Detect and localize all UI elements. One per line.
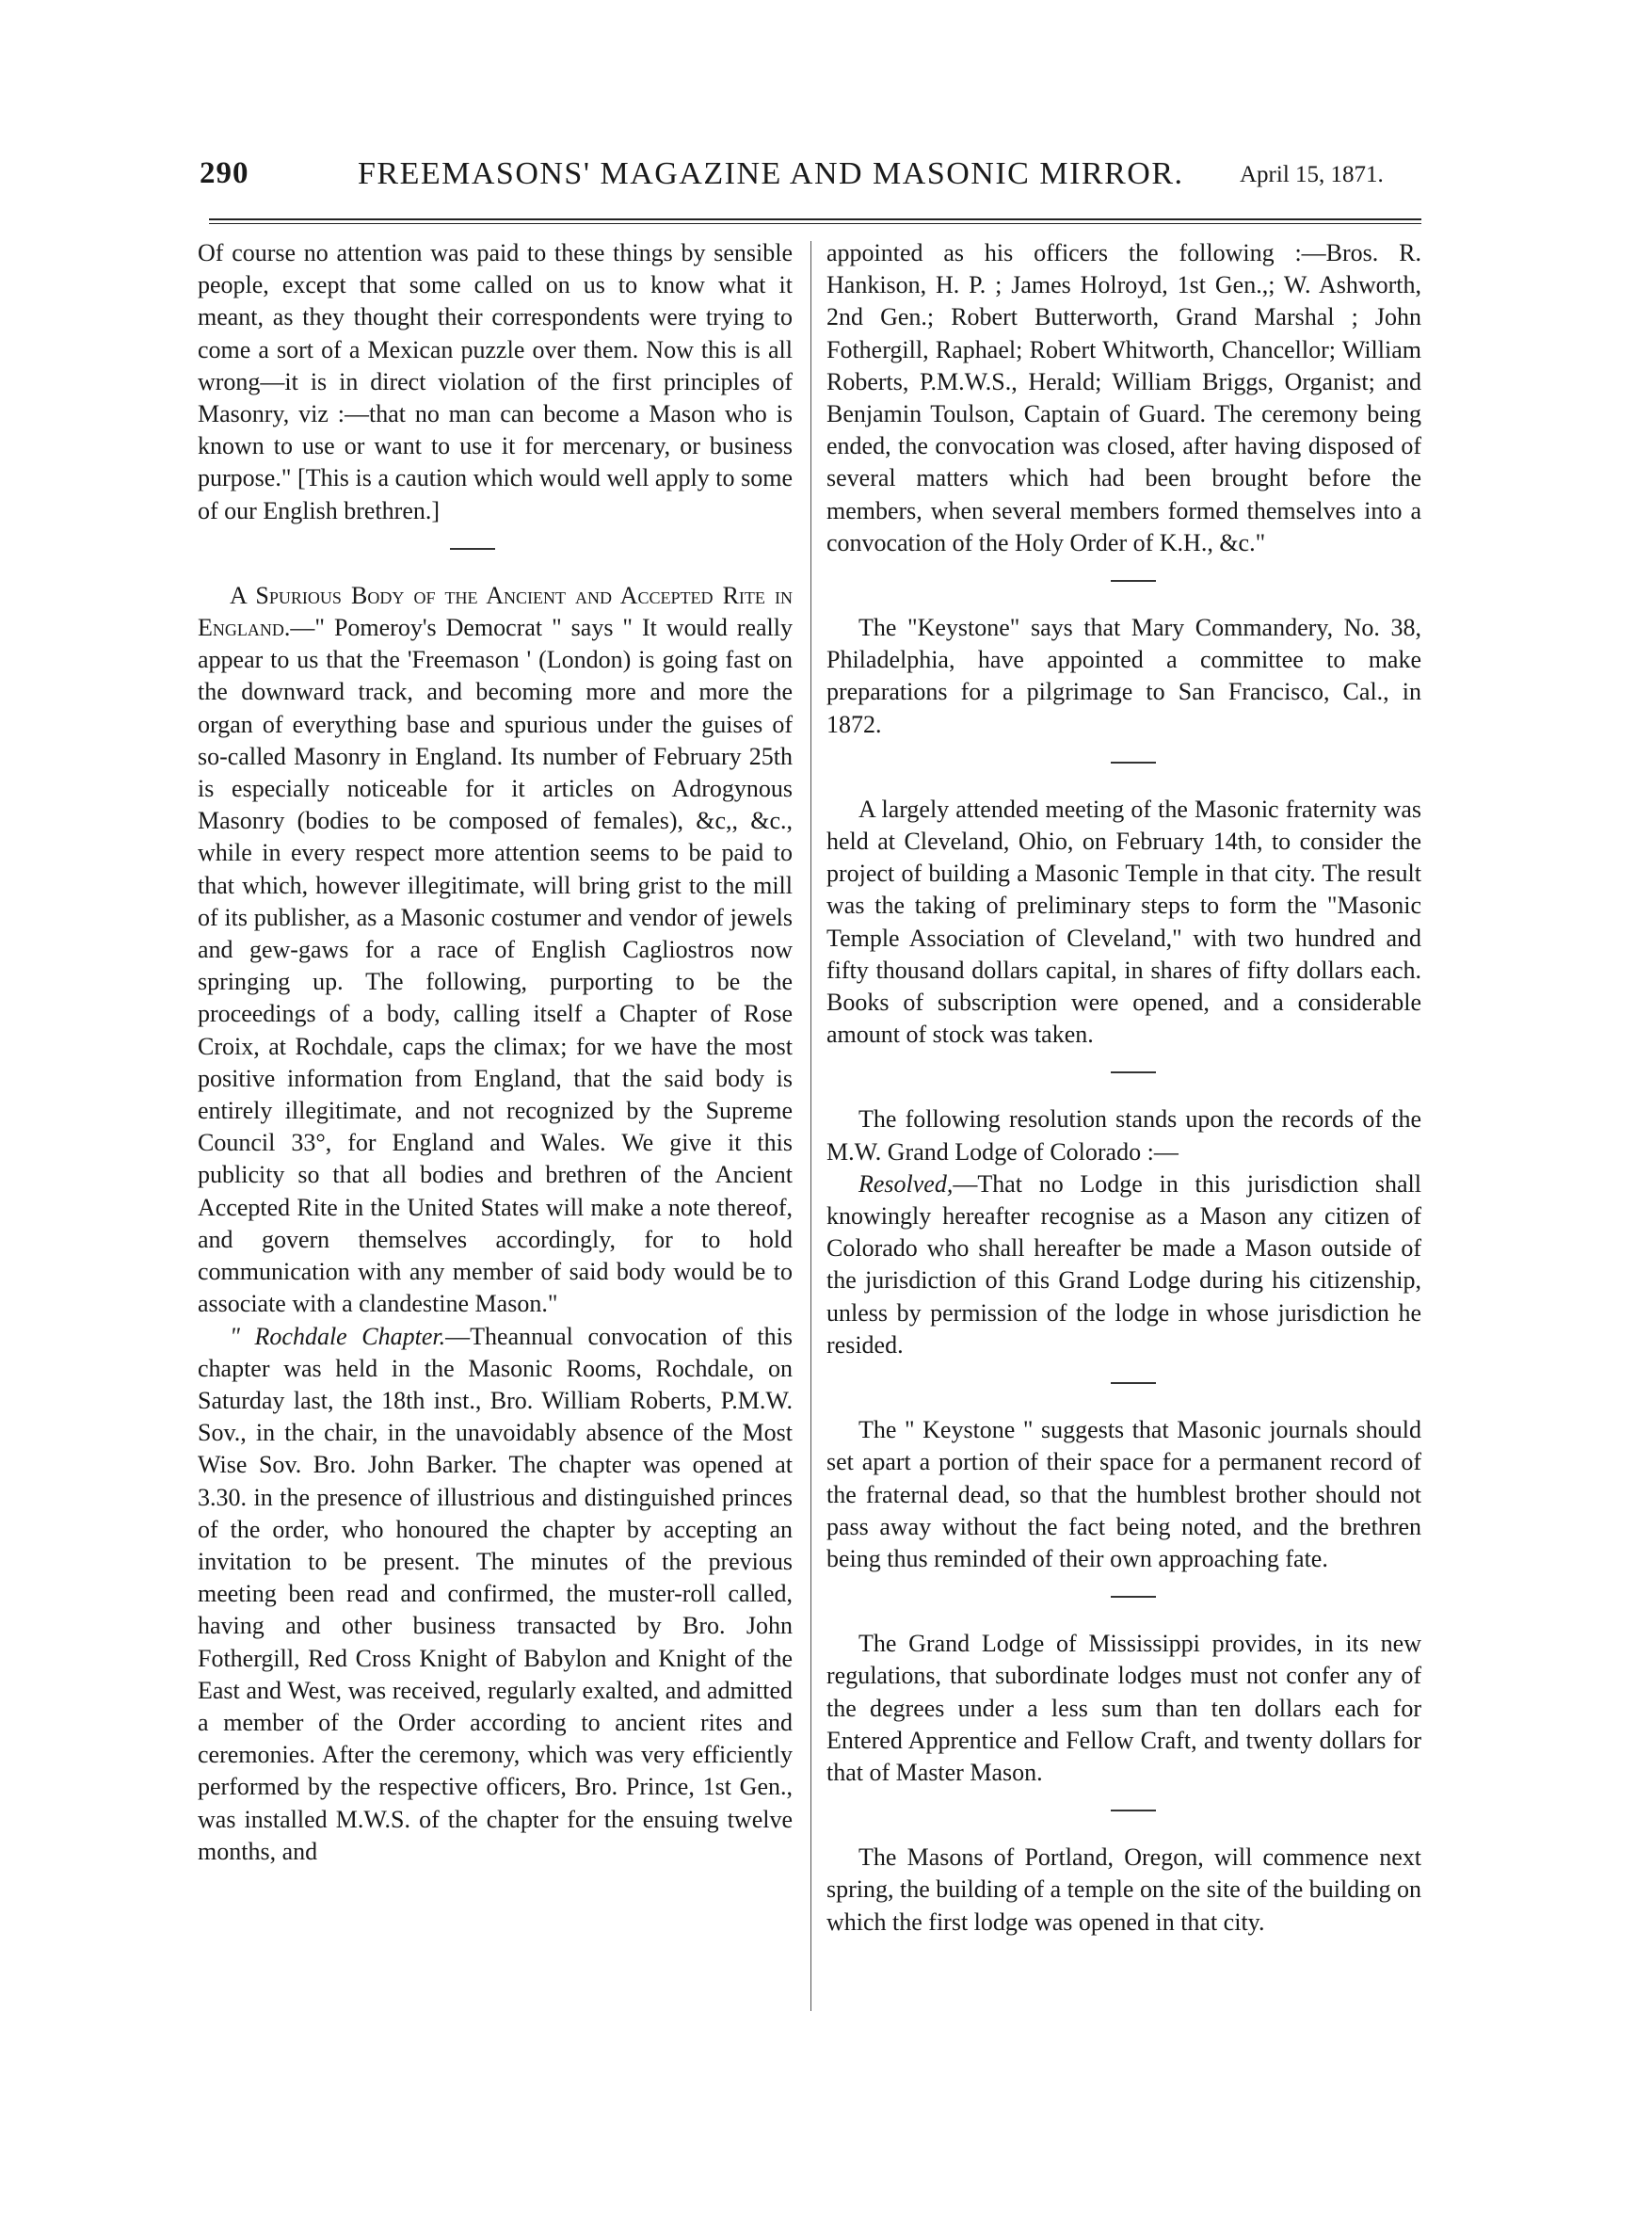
resolved-heading: Resolved, (858, 1169, 954, 1198)
left-column (198, 237, 793, 1868)
header-rule (209, 218, 1421, 224)
paragraph-spurious-body (198, 580, 793, 1321)
paragraph-rochdale-chapter-text: —Theannual convocation of this chapter was held in the Masonic Rooms, Rochdale, on Saturday last, the 18th inst., Bro. William Roberts, P.M.W. Sov., in the chair, in the unavoidably absence of the Most Wise Sov. Bro. John Barker. The chapter was opened at 3.30. in the presence of illustrious and distinguished princes of the order, who honoured the chapter by accepting an invitation to be present. The minutes of the previous meeting been read and confirmed, the muster-roll called, having and other business transacted by Bro. John Fothergill, Red Cross Knight of Babylon and Knight of the East and West, was received, regularly exalted, and admitted a member of the Order according to ancient rites and ceremonies. After the ceremony, which was very efficiently performed by the respective officers, Bro. Prince, 1st Gen., was installed M.W.S. of the chapter for the ensuing twelve months, and (198, 1322, 793, 1865)
paragraph-mexican-puzzle: Of course no attention was paid to these things by sensible people, except that some called on us to know what it meant, as they thought their correspondents were trying to come a sort of a Mexican puzzle over them. Now this is all wrong—it is in direct violation of the first principles of Masonry, viz :—that no man can become a Mason who is known to use or want to use it for mercenary, or business purpose." [This is a caution which would well apply to some of our English brethren.] (198, 239, 793, 524)
section-separator (1111, 580, 1156, 582)
section-separator (1111, 1596, 1156, 1598)
right-column (826, 237, 1421, 1939)
paragraph-resolved (826, 1168, 1421, 1361)
section-separator (450, 548, 495, 550)
paragraph-officers: appointed as his officers the following :—Bros. R. Hankison, H. P. ; James Holroyd, 1st Gen.,; W. Ashworth, 2nd Gen.; Robert Butterworth, Grand Marshal ; John Fothergill, Raphael; Robert Whitworth, Chancellor; William Roberts, P.M.W.S., Herald; William Briggs, Organist; and Benjamin Toulson, Captain of Guard. The ceremony being ended, the convocation was closed, after having disposed of several matters which had been brought before the members, when several members formed themselves into a convocation of the Holy Order of K.H., &c." (826, 239, 1421, 556)
paragraph-mississippi: The Grand Lodge of Mississippi provides, in its new regulations, that subordinate lodges must not confer any of the degrees under a less sum than ten dollars each for Entered Apprentice and Fellow Craft, and twenty dollars for that of Master Mason. (826, 1630, 1421, 1786)
paragraph-portland: The Masons of Portland, Oregon, will commence next spring, the building of a temple on the site of the building on which the first lodge was opened in that city. (826, 1843, 1421, 1936)
paragraph-keystone-pilgrimage: The "Keystone" says that Mary Commandery, No. 38, Philadelphia, have appointed a committee to make preparations for a pilgrimage to San Francisco, Cal., in 1872. (826, 614, 1421, 738)
column-divider (810, 241, 811, 2011)
section-separator (1111, 1071, 1156, 1073)
paragraph-rochdale-chapter (198, 1321, 793, 1868)
section-heading-spurious-body: A Spurious Body of the Ancient and Accepted Rite in England. (198, 581, 793, 642)
section-separator (1111, 1810, 1156, 1811)
page-number: 290 (200, 156, 249, 190)
paragraph-fraternal-dead: The " Keystone " suggests that Masonic journals should set apart a portion of their space for a permanent record of the fraternal dead, so that the humblest brother should not pass away without the fact being noted, and the brethren being thus reminded of their own approaching fate. (826, 1416, 1421, 1572)
page-header (0, 0, 1652, 226)
paragraph-spurious-body-text: —" Pomeroy's Democrat " says " It would really appear to us that the 'Freemason ' (London) is going fast on the downward track, and becoming more and more the organ of everything base and spurious under the guises of so-called Masonry in England. Its number of February 25th is especially noticeable for it articles on Adrogynous Masonry (bodies to be composed of females), &c,, &c., while in every respect more attention seems to be paid to that which, however illegitimate, will bring grist to the mill of its publisher, as a Masonic costumer and vendor of jewels and gew-gaws for a race of English Cagliostros now springing up. The following, purporting to be the proceedings of a body, calling itself a Chapter of Rose Croix, at Rochdale, caps the climax; for we have the most positive information from England, that the said body is entirely illegitimate, and not recognized by the Supreme Council 33°, for England and Wales. We give it this publicity so that all bodies and brethren of the Ancient Accepted Rite in the United States will make a note thereof, and govern themselves accordingly, for to hold communication with any member of said body would be to associate with a clandestine Mason." (198, 614, 793, 1318)
running-title: FREEMASONS' MAGAZINE AND MASONIC MIRROR. (358, 156, 1184, 191)
section-separator (1111, 762, 1156, 764)
issue-date: April 15, 1871. (1240, 162, 1384, 187)
paragraph-colorado-resolution: The following resolution stands upon the records of the M.W. Grand Lodge of Colorado :— (826, 1105, 1421, 1166)
paragraph-resolved-text: —That no Lodge in this jurisdiction shall knowingly hereafter recognise as a Mason any citizen of Colorado who shall hereafter be made a Mason outside of the jurisdiction of this Grand Lodge during his citizenship, unless by permission of the lodge in whose jurisdiction he resided. (826, 1169, 1421, 1359)
section-heading-rochdale-chapter: " Rochdale Chapter. (230, 1322, 446, 1350)
paragraph-cleveland-temple: A largely attended meeting of the Masonic fraternity was held at Cleveland, Ohio, on February 14th, to consider the project of building a Masonic Temple in that city. The result was the taking of preliminary steps to form the "Masonic Temple Association of Cleveland," with two hundred and fifty thousand dollars capital, in shares of fifty dollars each. Books of subscription were opened, and a considerable amount of stock was taken. (826, 795, 1421, 1049)
section-separator (1111, 1382, 1156, 1384)
